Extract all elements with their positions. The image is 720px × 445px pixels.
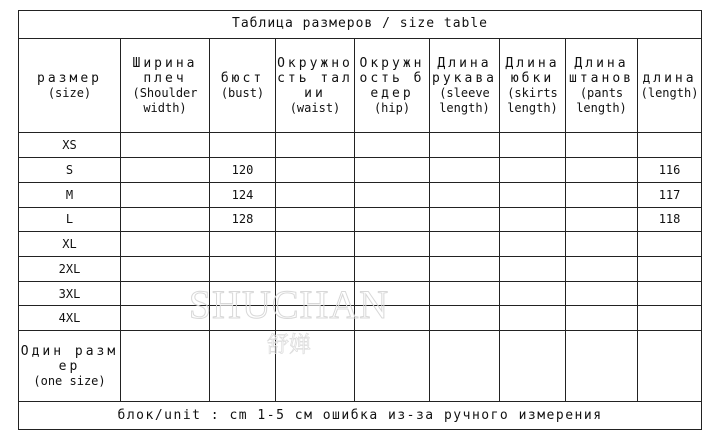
column-header	[355, 38, 430, 133]
table-cell	[638, 306, 702, 331]
table-cell	[638, 331, 702, 402]
table-cell: 116	[638, 158, 702, 183]
table-cell	[121, 257, 210, 282]
table-cell	[500, 207, 566, 232]
column-header-ru: Длина юбки	[505, 55, 560, 86]
table-cell	[276, 158, 355, 183]
table-cell	[355, 158, 430, 183]
table-cell	[355, 133, 430, 158]
column-header-ru: Окружность бедер	[359, 55, 425, 101]
table-cell	[638, 257, 702, 282]
table-cell	[500, 133, 566, 158]
table-cell	[276, 281, 355, 306]
table-cell	[276, 257, 355, 282]
table-cell: 128	[210, 207, 276, 232]
table-row	[19, 158, 702, 183]
table-cell	[276, 133, 355, 158]
table-cell	[430, 158, 500, 183]
table-cell	[500, 331, 566, 402]
table-cell	[210, 306, 276, 331]
table-cell	[355, 257, 430, 282]
column-header-en: (Shoulder width)	[132, 85, 198, 115]
table-cell	[276, 232, 355, 257]
column-header-ru: Окружность талии	[277, 55, 353, 101]
table-cell	[566, 133, 638, 158]
table-cell	[638, 281, 702, 306]
one-size-label-en: (one size)	[33, 373, 106, 388]
size-table	[18, 10, 702, 430]
header-row	[19, 38, 702, 133]
table-cell	[566, 281, 638, 306]
table-cell	[355, 182, 430, 207]
table-cell	[210, 331, 276, 402]
table-cell	[121, 281, 210, 306]
column-header-ru: Длина рукава	[432, 55, 497, 86]
table-cell	[121, 306, 210, 331]
table-footer-note: блок/unit : cm 1-5 см ошибка из-за ручного измерения	[19, 402, 702, 430]
column-header	[276, 38, 355, 133]
column-header-en: (length)	[640, 85, 699, 100]
table-cell	[430, 182, 500, 207]
table-cell	[355, 306, 430, 331]
table-cell	[566, 207, 638, 232]
table-cell	[210, 232, 276, 257]
column-header-en: (waist)	[289, 100, 341, 115]
column-header	[638, 38, 702, 133]
table-cell	[210, 133, 276, 158]
table-cell	[566, 331, 638, 402]
table-cell	[430, 257, 500, 282]
table-title: Таблица размеров / size table	[19, 11, 702, 39]
table-cell	[210, 281, 276, 306]
column-header	[210, 38, 276, 133]
table-row	[19, 232, 702, 257]
table-cell	[430, 306, 500, 331]
column-header-ru: Длина штанов	[569, 55, 634, 86]
table-row	[19, 133, 702, 158]
table-cell	[638, 133, 702, 158]
column-header-ru: длина	[642, 70, 697, 86]
table-cell	[430, 281, 500, 306]
table-cell	[355, 331, 430, 402]
column-header-ru: Ширина плеч	[132, 55, 198, 86]
table-cell	[276, 182, 355, 207]
table-cell	[121, 133, 210, 158]
watermark-cjk: 舒婵	[266, 333, 312, 358]
column-header	[500, 38, 566, 133]
column-header-en: (size)	[47, 85, 92, 100]
table-cell: 117	[638, 182, 702, 207]
table-cell	[566, 182, 638, 207]
table-cell	[430, 133, 500, 158]
table-cell	[355, 232, 430, 257]
column-header-ru: бюст	[220, 70, 265, 86]
table-cell	[500, 182, 566, 207]
table-cell: 118	[638, 207, 702, 232]
table-cell	[121, 331, 210, 402]
table-cell	[121, 158, 210, 183]
size-label-cell: XL	[19, 232, 121, 257]
size-label-cell	[19, 331, 121, 402]
table-row	[19, 257, 702, 282]
column-header-en: (bust)	[220, 85, 265, 100]
column-header-en: (sleeve length)	[439, 85, 490, 115]
table-cell	[566, 257, 638, 282]
table-cell	[121, 182, 210, 207]
table-cell	[500, 306, 566, 331]
table-cell	[638, 232, 702, 257]
table-cell	[566, 158, 638, 183]
size-label-cell: 4XL	[19, 306, 121, 331]
footer-row	[19, 402, 702, 430]
table-cell	[500, 281, 566, 306]
table-cell	[500, 257, 566, 282]
table-row	[19, 306, 702, 331]
column-header	[566, 38, 638, 133]
table-cell	[566, 232, 638, 257]
table-cell	[355, 207, 430, 232]
column-header	[121, 38, 210, 133]
table-cell: 124	[210, 182, 276, 207]
table-cell	[566, 306, 638, 331]
table-cell	[500, 232, 566, 257]
table-row	[19, 207, 702, 232]
size-label-cell: 2XL	[19, 257, 121, 282]
table-cell: 120	[210, 158, 276, 183]
table-cell	[430, 207, 500, 232]
table-cell	[430, 232, 500, 257]
table-cell	[210, 257, 276, 282]
table-cell	[276, 331, 355, 402]
table-cell	[121, 207, 210, 232]
column-header-en: (hip)	[373, 100, 411, 115]
table-cell	[276, 207, 355, 232]
watermark-latin: SHUCHAN	[188, 282, 390, 327]
one-size-label-ru: Один размер	[20, 343, 119, 374]
table-cell	[500, 158, 566, 183]
table-cell	[121, 232, 210, 257]
table-cell	[276, 306, 355, 331]
size-label-cell: XS	[19, 133, 121, 158]
column-header-en: (skirts length)	[507, 85, 558, 115]
table-cell	[355, 281, 430, 306]
table-row	[19, 281, 702, 306]
size-label-cell: L	[19, 207, 121, 232]
table-cell	[430, 331, 500, 402]
column-header	[430, 38, 500, 133]
table-row-one-size	[19, 331, 702, 402]
size-label-cell: 3XL	[19, 281, 121, 306]
column-header	[19, 38, 121, 133]
column-header-en: (pants length)	[576, 85, 627, 115]
column-header-ru: размер	[37, 70, 102, 86]
table-row	[19, 182, 702, 207]
size-label-cell: S	[19, 158, 121, 183]
size-label-cell: M	[19, 182, 121, 207]
